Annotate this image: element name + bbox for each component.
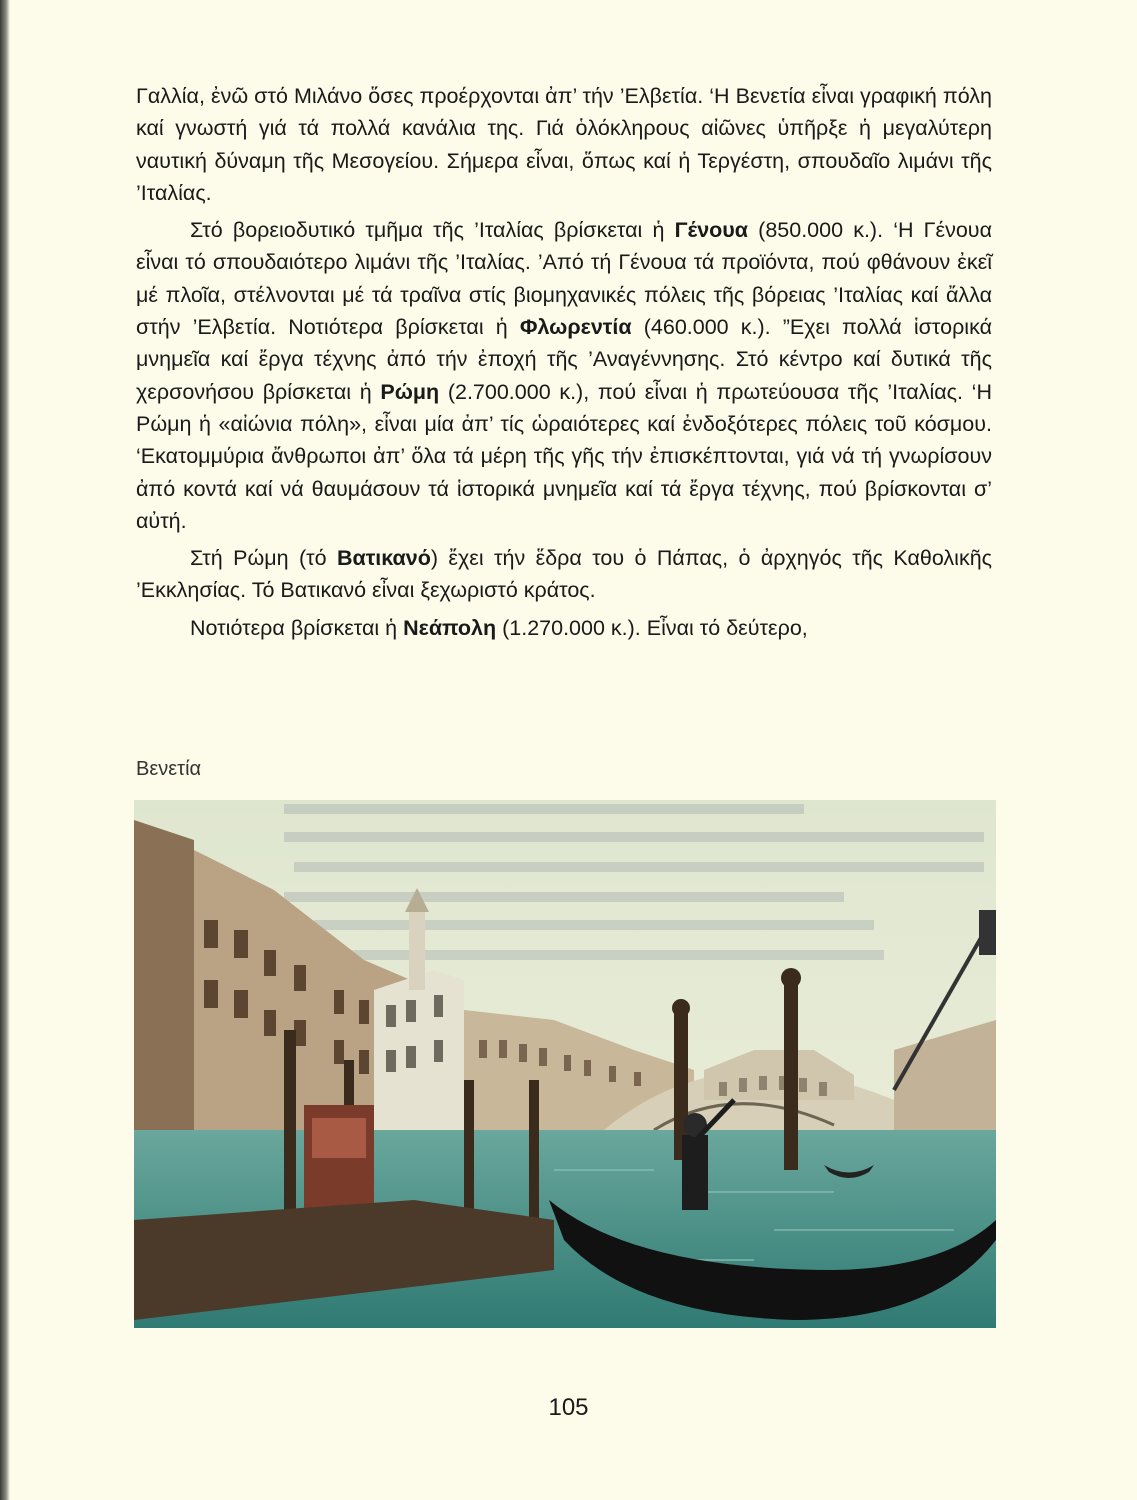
venice-photo bbox=[134, 800, 996, 1328]
text-segment: Γαλλία, ἐνῶ στό Μιλάνο ὅσες προέρχονται ἀπ’ τήν ’Ελβετία. ‘Η Βενετία εἶναι γραφική πόλη καί γνωστή γιά τά πολλά κανάλια της. Γιά ὁλόκληρους αἰῶνες ὑπῆρξε ἡ μεγαλύτερη ναυτική δύναμη τῆς Μεσογείου. Σήμερα εἶναι, ὅπως καί ἡ Τεργέστη, σπουδαῖο λιμάνι τῆς ’Ιταλίας. bbox=[136, 84, 992, 205]
text-segment: Στό βορειοδυτικό τμῆμα τῆς ’Ιταλίας βρίσκεται ἡ bbox=[190, 218, 675, 243]
text-segment: (460.000 κ.). ”Εχει πολλά ἱστορικά μνημεῖα καί ἔργα τέχνης ἀπό τήν ἐποχή τῆς ’Αναγέννησης. Στό κέντρο καί δυτικά τῆς χερσονήσου βρίσκεται ἡ bbox=[136, 315, 992, 404]
page-edge bbox=[0, 0, 10, 1500]
page-number: 105 bbox=[548, 1394, 589, 1421]
text-segment: ) ἔχει τήν ἕδρα του ὁ Πάπας, ὁ ἀρχηγός τῆς Καθολικῆς ’Εκκλησίας. Τό Βατικανό εἶναι ξεχωριστό κράτος. bbox=[136, 546, 993, 603]
text-segment: (850.000 κ.). ‘Η Γένουα εἶναι τό σπουδαιότερο λιμάνι τῆς ’Ιταλίας. ’Από τή Γένουα τά προϊόντα, πού φθάνουν ἐκεῖ μέ πλοῖα, στέλνονται μέ τά τραῖνα στίς βιομηχανικές πόλεις τῆς βόρειας ’Ιταλίας καί ἄλλα στήν ’Ελβετία. Νοτιότερα βρίσκεται ἡ bbox=[136, 218, 992, 340]
paragraph-3 bbox=[136, 542, 992, 607]
text-segment: (1.270.000 κ.). Εἶναι τό δεύτερο, bbox=[496, 615, 808, 640]
bold-term: Ρώμη bbox=[380, 379, 440, 404]
photo-caption: Βενετία bbox=[136, 758, 202, 780]
text-segment: Νοτιότερα βρίσκεται ἡ bbox=[190, 615, 404, 640]
paragraph-2 bbox=[136, 214, 992, 537]
text-segment: Στή Ρώμη (τό bbox=[190, 546, 337, 571]
paragraph-1 bbox=[136, 80, 992, 209]
body-text bbox=[136, 80, 992, 649]
paragraph-4 bbox=[136, 612, 992, 644]
venice-grand-canal-rialto-photo bbox=[134, 800, 996, 1328]
bold-term: Νεάπολη bbox=[403, 615, 497, 640]
text-segment: (2.700.000 κ.), πού εἶναι ἡ πρωτεύουσα τῆς ’Ιταλίας. ‘Η Ρώμη ἡ «αἰώνια πόλη», εἶναι μία ἀπ’ τίς ὡραιότερες καί ἐνδοξότερες πόλεις τοῦ κόσμου. ‘Εκατομμύρια ἄνθρωποι ἀπ’ ὅλα τά μέρη τῆς γῆς τήν ἐπισκέπτονται, γιά νά τή γνωρίσουν ἀπό κοντά καί νά θαυμάσουν τά ἱστορικά μνημεῖα καί τά ἔργα τέχνης, πού βρίσκονται σ’ αὐτή. bbox=[136, 379, 992, 533]
bold-term: Γένουα bbox=[674, 218, 749, 243]
bold-term: Βατικανό bbox=[336, 546, 431, 571]
bold-term: Φλωρεντία bbox=[519, 315, 632, 340]
